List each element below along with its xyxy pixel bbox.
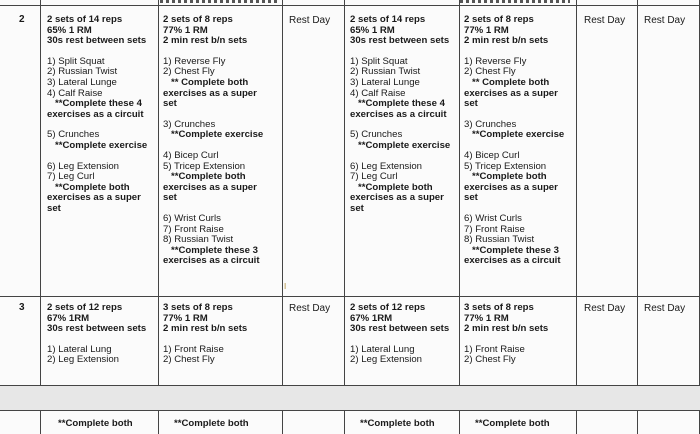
grid-line [158, 0, 159, 386]
grid-line [282, 0, 283, 386]
grid-line [576, 0, 577, 386]
grid-line [0, 296, 700, 297]
rest-day-label: Rest Day [644, 15, 686, 26]
continued-note: **Complete both [58, 418, 133, 429]
row3-col2-cell: 3 sets of 8 reps 77% 1 RM 2 min rest b/n sets 1) Front Raise 2) Chest Fly [163, 302, 248, 366]
next-page-fragment [0, 410, 700, 434]
grid-line [576, 410, 577, 434]
cursor-mark-icon: I [284, 282, 287, 291]
grid-line [344, 0, 345, 386]
row-number: 3 [19, 302, 25, 313]
rest-day-label: Rest Day [584, 303, 626, 314]
grid-line [282, 410, 283, 434]
continued-note: **Complete both [360, 418, 435, 429]
top-cropped-border [460, 0, 570, 3]
rest-day-label: Rest Day [644, 303, 686, 314]
grid-line [158, 410, 159, 434]
grid-line [40, 410, 41, 434]
grid-line [459, 0, 460, 386]
row2-col1-cell: 2 sets of 14 reps 65% 1 RM 30s rest between sets 1) Split Squat 2) Russian Twist 3) Lateral Lunge 4) Calf Raise **Complete these 4 exercises as a circuit 5) Crunches **Complete exercise 6) Leg Extension 7) Leg Curl **Complete both exercises as a super set [47, 14, 148, 214]
continued-note: **Complete both [475, 418, 550, 429]
grid-line [637, 0, 638, 386]
grid-line [459, 410, 460, 434]
row2-col5-cell: 2 sets of 8 reps 77% 1 RM 2 min rest b/n sets 1) Reverse Fly 2) Chest Fly ** Complete both exercises as a super set 3) Crunches **Complete exercise 4) Bicep Curl 5) Tricep Extension **Complete both exercises as a super set 6) Wrist Curls 7) Front Raise 8) Russian Twist **Complete these 3 exercises as a circuit [464, 14, 565, 267]
row3-col1-cell: 2 sets of 12 reps 67% 1RM 30s rest between sets 1) Lateral Lung 2) Leg Extension [47, 302, 147, 366]
grid-line [344, 410, 345, 434]
grid-line [0, 410, 700, 411]
grid-line [0, 5, 700, 6]
grid-line [637, 410, 638, 434]
row3-col5-cell: 3 sets of 8 reps 77% 1 RM 2 min rest b/n sets 1) Front Raise 2) Chest Fly [464, 302, 549, 366]
rest-day-label: Rest Day [289, 15, 331, 26]
top-cropped-border [160, 0, 280, 3]
grid-line [40, 0, 41, 386]
rest-day-label: Rest Day [584, 15, 626, 26]
continued-note: **Complete both [174, 418, 249, 429]
row3-col4-cell: 2 sets of 12 reps 67% 1RM 30s rest between sets 1) Lateral Lung 2) Leg Extension [350, 302, 450, 366]
row2-col2-cell: 2 sets of 8 reps 77% 1 RM 2 min rest b/n sets 1) Reverse Fly 2) Chest Fly ** Complete both exercises as a super set 3) Crunches **Complete exercise 4) Bicep Curl 5) Tricep Extension **Complete both exercises as a super set 6) Wrist Curls 7) Front Raise 8) Russian Twist **Complete these 3 exercises as a circuit [163, 14, 264, 267]
rest-day-label: Rest Day [289, 303, 331, 314]
row-number: 2 [19, 14, 25, 25]
row2-col4-cell: 2 sets of 14 reps 65% 1 RM 30s rest between sets 1) Split Squat 2) Russian Twist 3) Lateral Lunge 4) Calf Raise **Complete these 4 exercises as a circuit 5) Crunches **Complete exercise 6) Leg Extension 7) Leg Curl **Complete both exercises as a super set [350, 14, 451, 214]
grid-line [0, 385, 700, 386]
